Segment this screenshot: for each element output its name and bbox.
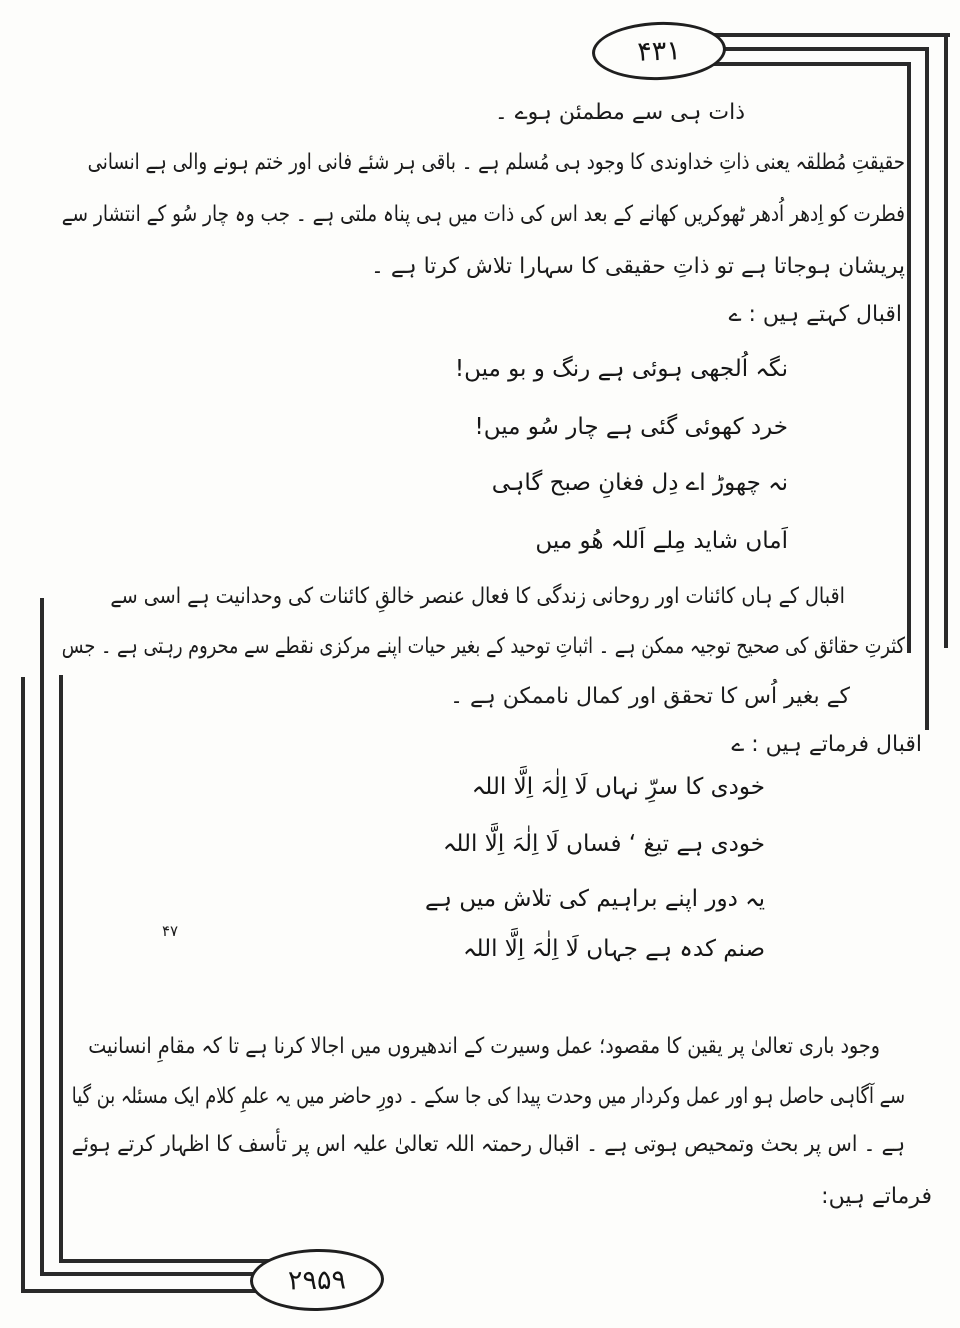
para1-line-2: حقیقتِ مُطلقہ یعنی ذاتِ خداوندی کا وجود ہی مُسلم ہے ۔ باقی ہر شئے فانی اور ختم ہونے والی ہے انسانی bbox=[87, 150, 906, 175]
poem1-line-1: نگہ اُلجھی ہوئی ہے رنگ و بو میں! bbox=[454, 356, 788, 382]
frame-left-inner-v bbox=[59, 675, 63, 1262]
frame-top-outer-h bbox=[700, 33, 950, 37]
para2-line-1: اقبال کے ہاں کائنات اور روحانی زندگی کا فعال عنصر خالقِ کائنات کی وحدانیت ہے اسی سے bbox=[110, 584, 846, 609]
poem2-line-2: خودی ہے تیغ ‘ فساں لَا اِلٰہَ اِلَّا اللہ bbox=[442, 831, 765, 857]
serial-number: ۲۹۵۹ bbox=[287, 1263, 347, 1297]
poem2-line-1: خودی کا سرِّ نہاں لَا اِلٰہَ اِلَّا اللہ bbox=[471, 774, 765, 800]
para1-line-1: ذات ہی سے مطمئن ہوے ۔ bbox=[494, 100, 745, 125]
para3-line-3: ہے ۔ اس پر بحث وتمحیص ہوتی ہے ۔ اقبال رحمتہ اللہ تعالیٰ علیہ اس پر تأسف کا اظہار کرتے ہوئے bbox=[71, 1132, 906, 1157]
para1-line-3: فطرت کو اِدھر اُدھر ٹھوکریں کھانے کے بعد اس کی ذات میں ہی پناہ ملتی ہے ۔ جب وہ چار سُو کے انتشار سے bbox=[61, 202, 905, 227]
para3-line-1: وجود باری تعالیٰ پر یقین کا مقصود؛ عمل وسیرت کے اندھیروں میں اجالا کرنا ہے تا کہ مقامِ انسانیت bbox=[88, 1034, 880, 1059]
frame-right-inner-v bbox=[907, 62, 911, 653]
para2-line-2: کثرتِ حقائق کی صحیح توجیہ ممکن ہے ۔ اثباتِ توحید کے بغیر حیات اپنے مرکزی نقطے سے محروم رہتی ہے ۔ جس bbox=[61, 634, 906, 659]
para3-line-4: فرماتے ہیں: bbox=[821, 1184, 932, 1209]
poem1-line-2: خرد کھوئی گئی ہے چار سُو میں! bbox=[474, 414, 788, 440]
page-number: ۴۳۱ bbox=[636, 34, 682, 68]
frame-left-middle-v bbox=[40, 598, 44, 1275]
para3-line-2: سے آگاہی حاصل ہو اور عمل وکردار میں وحدت پیدا کی جا سکے ۔ دورِ حاضر میں یہ علمِ کلام ایک مسئلہ بن گیا bbox=[71, 1084, 905, 1109]
poem2-intro: اقبال فرماتے ہیں : ے bbox=[731, 732, 922, 757]
poem2-line-4: صنم کدہ ہے جہاں لَا اِلٰہَ اِلَّا اللہ bbox=[463, 936, 765, 962]
para2-line-3: کے بغیر اُس کا تحقق اور کمال ناممکن ہے ۔ bbox=[450, 684, 850, 709]
frame-left-outer-v bbox=[21, 677, 25, 1292]
footnote-ref: ۴۷ bbox=[162, 922, 179, 940]
page-number-badge bbox=[591, 20, 727, 83]
frame-right-middle-v bbox=[925, 47, 929, 730]
serial-number-badge bbox=[249, 1248, 384, 1312]
frame-right-outer-v bbox=[944, 33, 948, 648]
poem1-line-4: اَماں شاید مِلے اَللہ ھُو میں bbox=[535, 528, 788, 554]
frame-top-middle-h bbox=[704, 47, 929, 51]
poem2-line-3: یہ دور اپنے براہیم کی تلاش میں ہے bbox=[425, 886, 765, 912]
poem1-line-3: نہ چھوڑ اے دِل فغانِ صبح گاہی bbox=[491, 470, 788, 496]
frame-top-inner-h bbox=[704, 62, 911, 66]
para1-line-4: پریشان ہوجاتا ہے تو ذاتِ حقیقی کا سہارا تلاش کرتا ہے ۔ bbox=[370, 254, 905, 279]
poem1-intro: اقبال کہتے ہیں : ے bbox=[728, 302, 902, 327]
